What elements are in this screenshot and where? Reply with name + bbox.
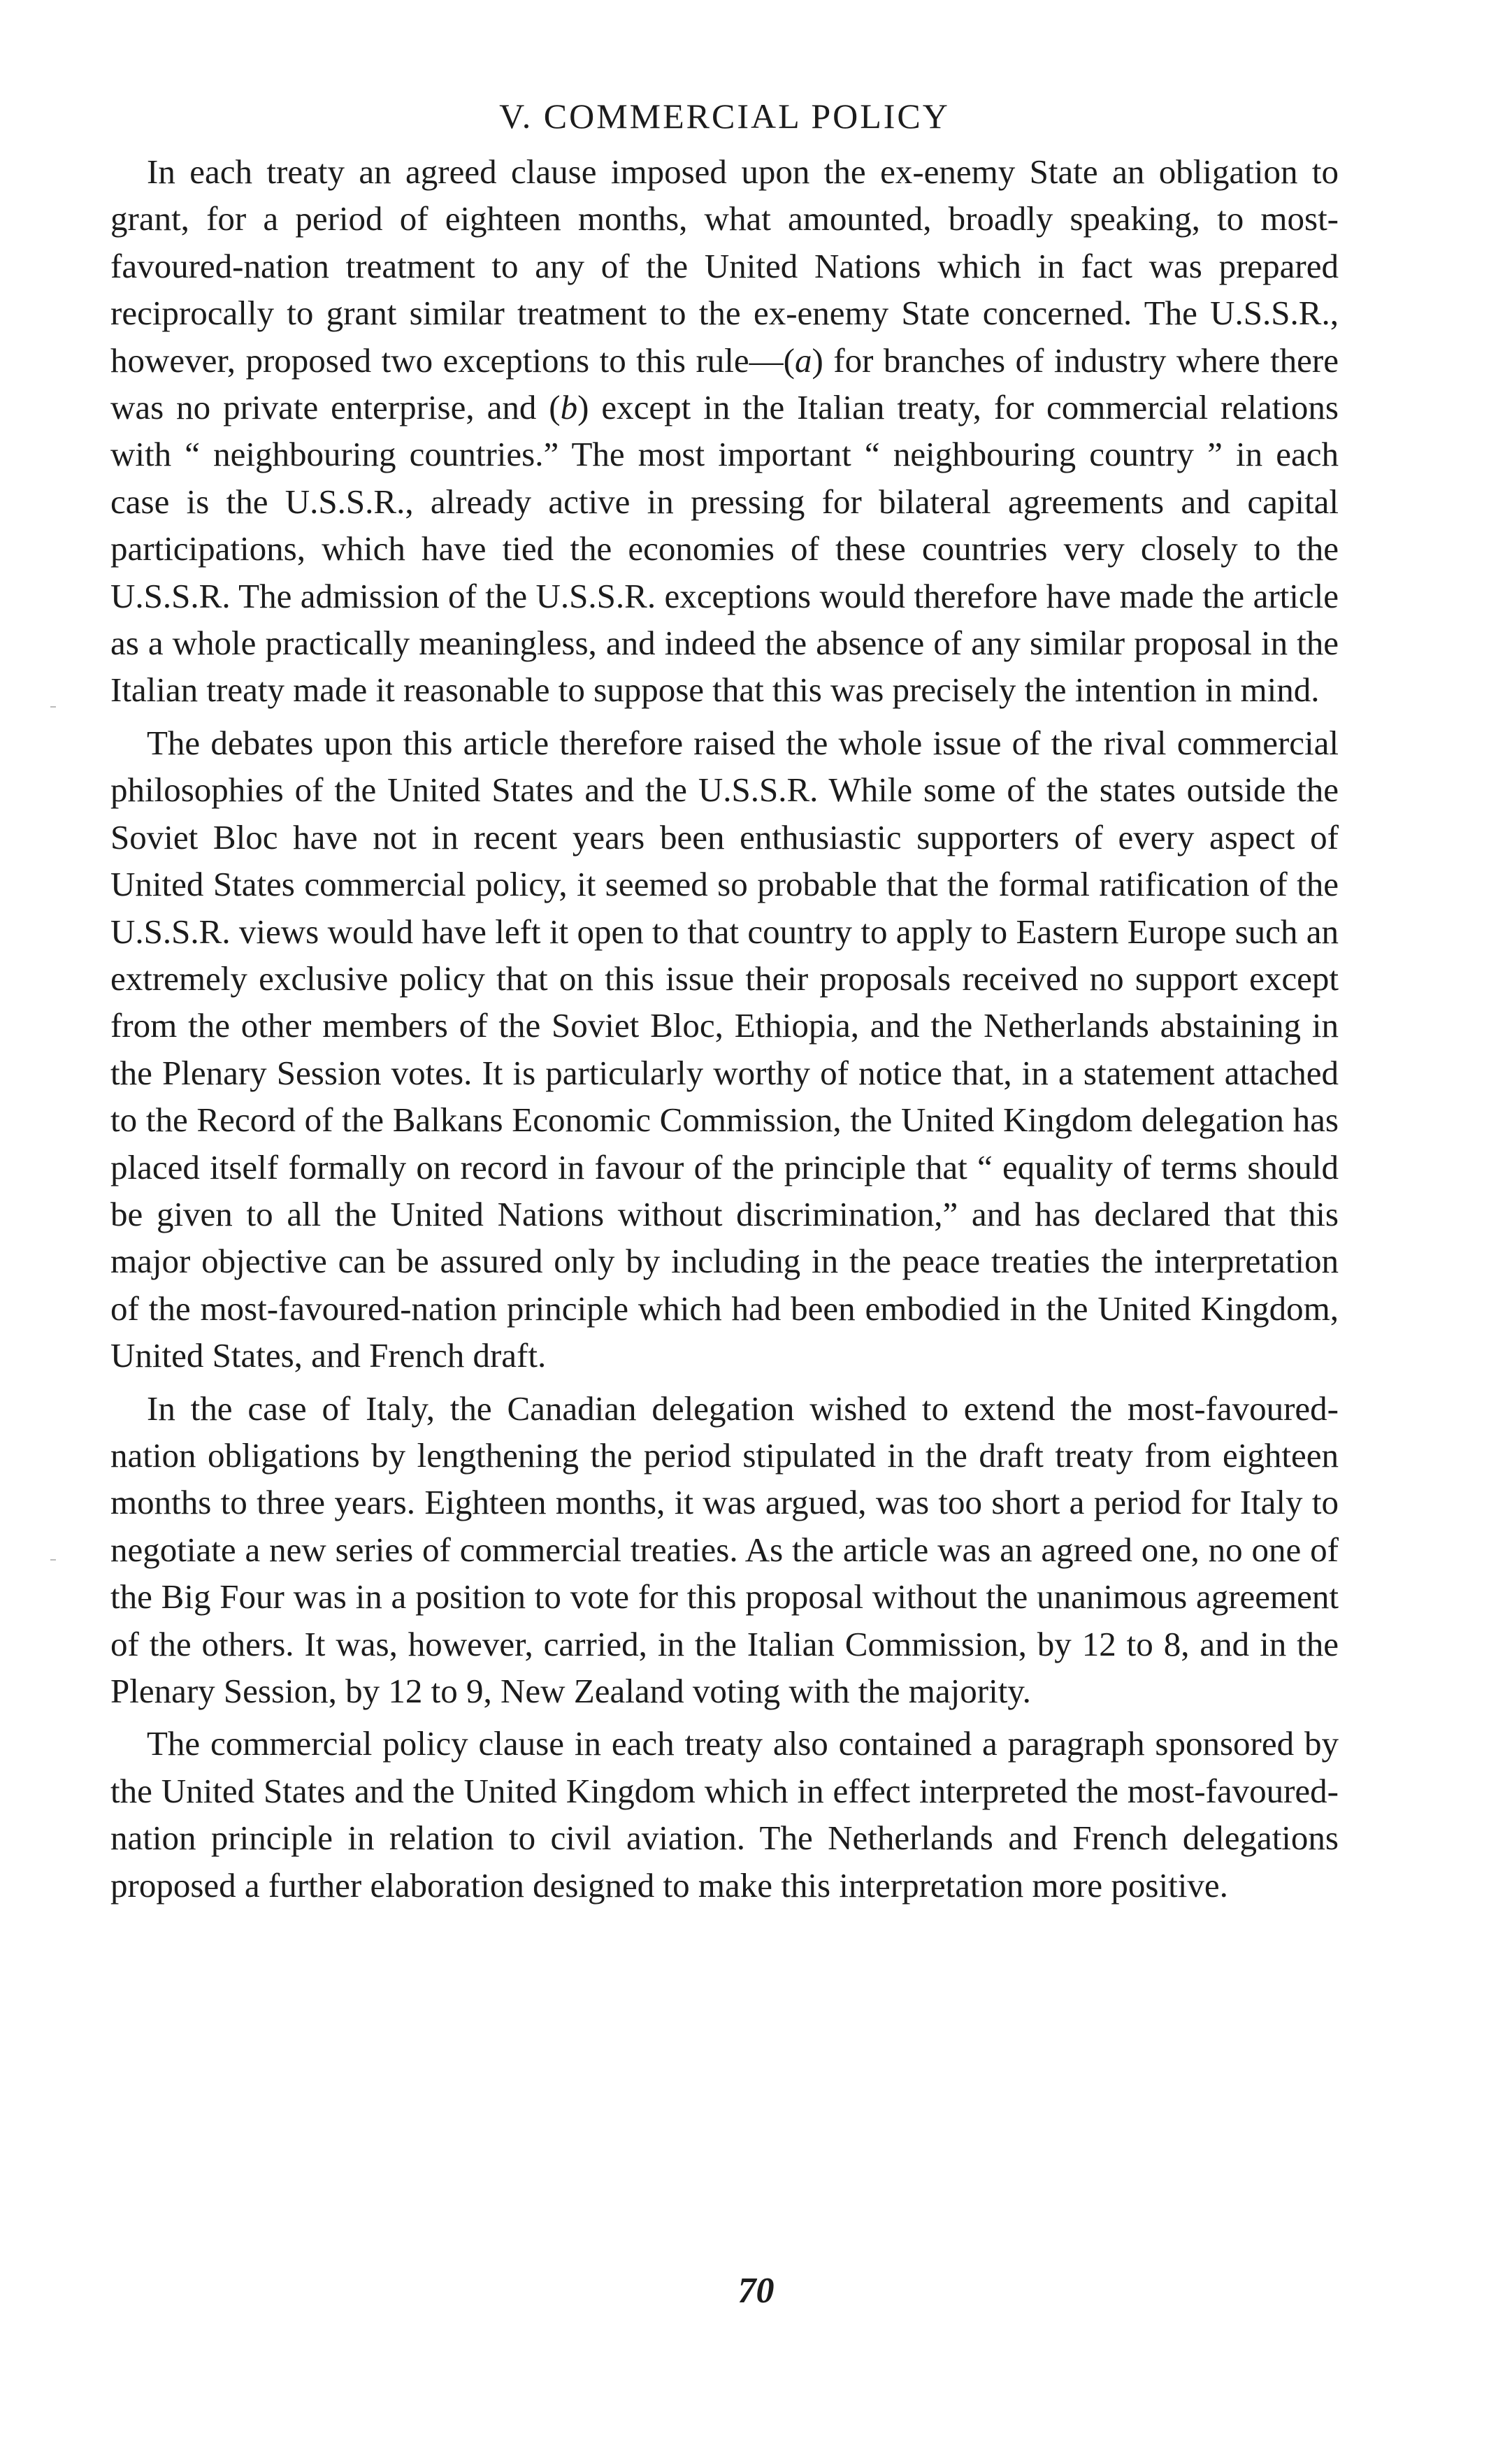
- page-body: [110, 89, 1339, 1914]
- margin-mark: [50, 706, 56, 708]
- paragraph-2: The debates upon this article therefore raised the whole issue of the rival commercial philosophies of the United States and the U.S.S.R. While some of the states outside the Soviet Bloc have not in recent years been enthusiastic supporters of every aspect of United States commercial policy, it seemed so probable that the formal ratification of the U.S.S.R. views would have left it open to that country to apply to Eastern Europe such an extremely exclusive policy that on this issue their proposals received no support except from the other members of the Soviet Bloc, Ethiopia, and the Netherlands abstaining in the Plenary Session votes. It is particularly worthy of notice that, in a statement attached to the Record of the Balkans Economic Commission, the United Kingdom delegation has placed itself formally on record in favour of the principle that “ equality of terms should be given to all the United Nations without discrimination,” and has declared that this major objective can be assured only by including in the peace treaties the interpretation of the most-favoured-nation principle which had been embodied in the United Kingdom, United States, and French draft.: [110, 723, 1339, 1375]
- section-heading: V. COMMERCIAL POLICY: [499, 96, 950, 136]
- paragraph-1: In each treaty an agreed clause imposed upon the ex-enemy State an obligation to grant, for a period of eighteen months, what amounted, broadly speaking, to most-favoured-nation treatment to any of the United Nations which in fact was prepared reciprocally to grant similar treatment to the ex-enemy State concerned. The U.S.S.R., however, proposed two exceptions to this rule—(a) for branches of industry where there was no private enterprise, and (b) except in the Italian treaty, for commercial relations with “ neighbouring countries.” The most important “ neighbouring country ” in each case is the U.S.S.R., already active in pressing for bilateral agreements and capital participations, which have tied the economies of these countries very closely to the U.S.S.R. The admission of the U.S.S.R. exceptions would therefore have made the article as a whole practically meaningless, and indeed the absence of any similar proposal in the Italian treaty made it reasonable to suppose that this was precisely the intention in mind.: [110, 152, 1339, 710]
- paragraph-4: The commercial policy clause in each treaty also contained a paragraph sponsored by the United States and the United Kingdom which in effect interpreted the most-favoured-nation principle in relation to civil aviation. The Netherlands and French delegations proposed a further elaboration designed to make this interpretation more positive.: [110, 1724, 1339, 1905]
- page-number: 70: [737, 2271, 775, 2311]
- paragraph-3: In the case of Italy, the Canadian delegation wished to extend the most-favoured-nation obligations by lengthening the period stipulated in the draft treaty from eighteen months to three years. Eighteen months, it was argued, was too short a period for Italy to negotiate a new series of commercial treaties. As the article was an agreed one, no one of the Big Four was in a position to vote for this proposal without the unanimous agreement of the others. It was, however, carried, in the Italian Commission, by 12 to 8, and in the Plenary Session, by 12 to 9, New Zealand voting with the majority.: [110, 1389, 1339, 1710]
- margin-mark: [50, 1559, 56, 1561]
